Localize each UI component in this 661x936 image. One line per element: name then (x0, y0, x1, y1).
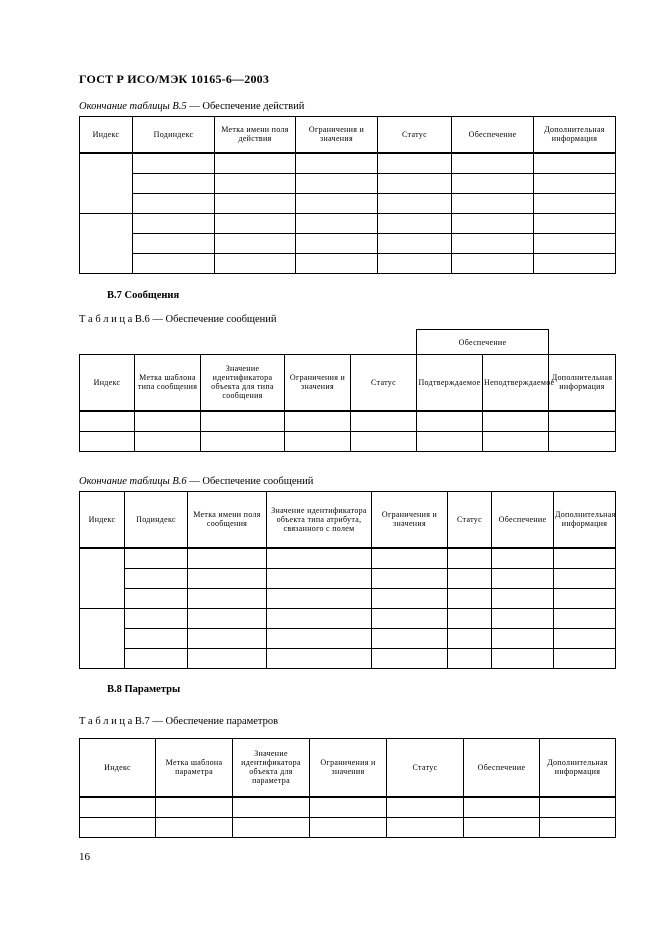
table-cell (452, 253, 534, 273)
table-row (80, 193, 616, 213)
table-cell (378, 153, 452, 174)
caption-text: — Обеспечение сообщений (186, 476, 314, 487)
table-cell (452, 173, 534, 193)
table-cell (125, 628, 188, 648)
caption-text: — Обеспечение действий (186, 101, 305, 112)
table-cell (534, 153, 616, 174)
table-cell (156, 817, 233, 837)
table-cell (378, 213, 452, 233)
table-cell (452, 193, 534, 213)
header-message-field-label: Метка имени поля сообщения (188, 492, 267, 548)
table-cell (452, 153, 534, 174)
table-row (80, 213, 616, 233)
table-b5-caption (79, 101, 304, 112)
index-cell (80, 608, 125, 668)
table-cell (215, 193, 296, 213)
header-status: Статус (351, 355, 417, 411)
table-cell (296, 193, 378, 213)
table-b7-caption: Т а б л и ц а В.7 — Обеспечение параметров (79, 716, 279, 727)
table-cell (201, 431, 285, 451)
table-row (80, 608, 616, 628)
table-cell (448, 648, 492, 668)
table-cell (125, 648, 188, 668)
table-cell (133, 173, 215, 193)
table-cell (372, 548, 448, 569)
index-cell (80, 153, 133, 214)
table-cell (285, 431, 351, 451)
header-oid-value: Значение идентификатора объекта для параметра (233, 739, 310, 797)
table-cell (448, 588, 492, 608)
index-cell (80, 213, 133, 273)
table-cell (534, 253, 616, 273)
table-cell (188, 588, 267, 608)
table-row (80, 648, 616, 668)
table-cell (534, 213, 616, 233)
table-cell (80, 817, 156, 837)
table-cell (267, 568, 372, 588)
table-cell (215, 213, 296, 233)
table-cell (215, 173, 296, 193)
table-cell (417, 431, 483, 451)
index-cell (80, 548, 125, 609)
table-row (80, 797, 616, 818)
table-cell (534, 173, 616, 193)
table-cell (267, 628, 372, 648)
table-cell (188, 628, 267, 648)
header-support: Обеспечение (464, 739, 540, 797)
table-cell (267, 548, 372, 569)
table-cell (554, 548, 616, 569)
header-additional-info: Дополнительная информация (534, 117, 616, 153)
table-cell (534, 233, 616, 253)
table-cell (188, 648, 267, 668)
table-cell (452, 233, 534, 253)
header-status: Статус (378, 117, 452, 153)
table-cell (133, 233, 215, 253)
header-constraints: Ограничения и значения (296, 117, 378, 153)
table-cell (133, 193, 215, 213)
table-cell (351, 411, 417, 432)
table-cell (448, 608, 492, 628)
table-cell (135, 431, 201, 451)
table-cell (452, 213, 534, 233)
table-cell (492, 648, 554, 668)
table-cell (464, 797, 540, 818)
table-cell (448, 568, 492, 588)
table-cell (372, 648, 448, 668)
table-cell (285, 411, 351, 432)
table-row (80, 817, 616, 837)
header-support: Обеспечение (492, 492, 554, 548)
table-cell (135, 411, 201, 432)
table-cell (188, 568, 267, 588)
table-row (80, 628, 616, 648)
header-constraints: Ограничения и значения (285, 355, 351, 411)
table-b6 (79, 329, 616, 452)
page-header: ГОСТ Р ИСО/МЭК 10165-6—2003 (79, 72, 270, 86)
table-cell (215, 253, 296, 273)
table-row (80, 411, 616, 432)
header-support: Обеспечение (452, 117, 534, 153)
header-index: Индекс (80, 739, 156, 797)
caption-italic: Окончание таблицы В.6 (79, 476, 187, 487)
header-status: Статус (387, 739, 464, 797)
table-cell (492, 548, 554, 569)
table-cell (80, 411, 135, 432)
table-row (80, 173, 616, 193)
table-row (80, 233, 616, 253)
table-cell (554, 628, 616, 648)
table-cell (372, 588, 448, 608)
header-constraints: Ограничения и значения (372, 492, 448, 548)
table-cell (125, 588, 188, 608)
table-row (80, 548, 616, 569)
table-row (80, 588, 616, 608)
header-subindex: Подиндекс (125, 492, 188, 548)
table-cell (534, 193, 616, 213)
header-index: Индекс (80, 117, 133, 153)
table-cell (372, 628, 448, 648)
header-constraints: Ограничения и значения (310, 739, 387, 797)
header-action-field-label: Метка имени поля действия (215, 117, 296, 153)
table-cell (492, 608, 554, 628)
header-index: Индекс (80, 492, 125, 548)
table-cell (387, 817, 464, 837)
table-cell (267, 588, 372, 608)
table-cell (448, 628, 492, 648)
table-cell (492, 628, 554, 648)
table-cell (233, 817, 310, 837)
table-cell (540, 817, 616, 837)
table-cell (215, 153, 296, 174)
table-cell (125, 548, 188, 569)
header-attribute-oid: Значение идентификатора объекта типа атрибута, связанного с полем (267, 492, 372, 548)
header-support-group: Обеспечение (417, 330, 549, 355)
table-cell (215, 233, 296, 253)
table-b5-end (79, 116, 616, 274)
table-cell (464, 817, 540, 837)
header-subindex: Подиндекс (133, 117, 215, 153)
table-cell (310, 797, 387, 818)
table-cell (417, 411, 483, 432)
table-cell (387, 797, 464, 818)
header-message-template: Метка шаблона типа сообщения (135, 355, 201, 411)
table-cell (372, 608, 448, 628)
table-cell (378, 253, 452, 273)
table-cell (378, 173, 452, 193)
table-cell (267, 648, 372, 668)
table-cell (233, 797, 310, 818)
table-cell (296, 233, 378, 253)
table-row (80, 568, 616, 588)
header-additional-info: Дополнительная информация (554, 492, 616, 548)
header-status: Статус (448, 492, 492, 548)
table-b7 (79, 738, 616, 838)
table-cell (125, 608, 188, 628)
table-b6-end (79, 491, 616, 669)
table-row (80, 253, 616, 273)
table-cell (554, 588, 616, 608)
header-unconfirmed: Неподтверждаемое (483, 355, 549, 411)
table-b6-caption: Т а б л и ц а В.6 — Обеспечение сообщений (79, 314, 277, 325)
table-cell (554, 648, 616, 668)
table-cell (554, 608, 616, 628)
table-cell (378, 233, 452, 253)
header-oid-value: Значение идентификатора объекта для типа сообщения (201, 355, 285, 411)
table-cell (267, 608, 372, 628)
table-cell (540, 797, 616, 818)
header-index: Индекс (80, 355, 135, 411)
table-cell (296, 213, 378, 233)
table-cell (296, 153, 378, 174)
header-parameter-template: Метка шаблона параметра (156, 739, 233, 797)
table-cell (296, 173, 378, 193)
section-b7-heading: В.7 Сообщения (107, 290, 180, 301)
header-additional-info: Дополнительная информация (540, 739, 616, 797)
table-cell (133, 153, 215, 174)
table-cell (492, 588, 554, 608)
table-cell (80, 797, 156, 818)
table-cell (188, 608, 267, 628)
table-cell (310, 817, 387, 837)
table-row (80, 431, 616, 451)
table-cell (554, 568, 616, 588)
table-cell (351, 431, 417, 451)
table-cell (483, 411, 549, 432)
table-cell (133, 253, 215, 273)
table-cell (296, 253, 378, 273)
table-cell (378, 193, 452, 213)
table-row (80, 153, 616, 174)
table-b6-end-caption (79, 476, 313, 487)
table-cell (133, 213, 215, 233)
header-additional-info: Дополнительная информация (549, 355, 616, 411)
table-cell (188, 548, 267, 569)
table-cell (448, 548, 492, 569)
table-cell (372, 568, 448, 588)
table-cell (125, 568, 188, 588)
table-cell (549, 411, 616, 432)
page-number: 16 (79, 851, 90, 863)
table-cell (156, 797, 233, 818)
table-cell (80, 431, 135, 451)
table-cell (483, 431, 549, 451)
table-cell (549, 431, 616, 451)
section-b8-heading: В.8 Параметры (107, 684, 181, 695)
caption-italic: Окончание таблицы В.5 (79, 101, 187, 112)
table-cell (492, 568, 554, 588)
header-confirmed: Подтверждаемое (417, 355, 483, 411)
table-cell (201, 411, 285, 432)
